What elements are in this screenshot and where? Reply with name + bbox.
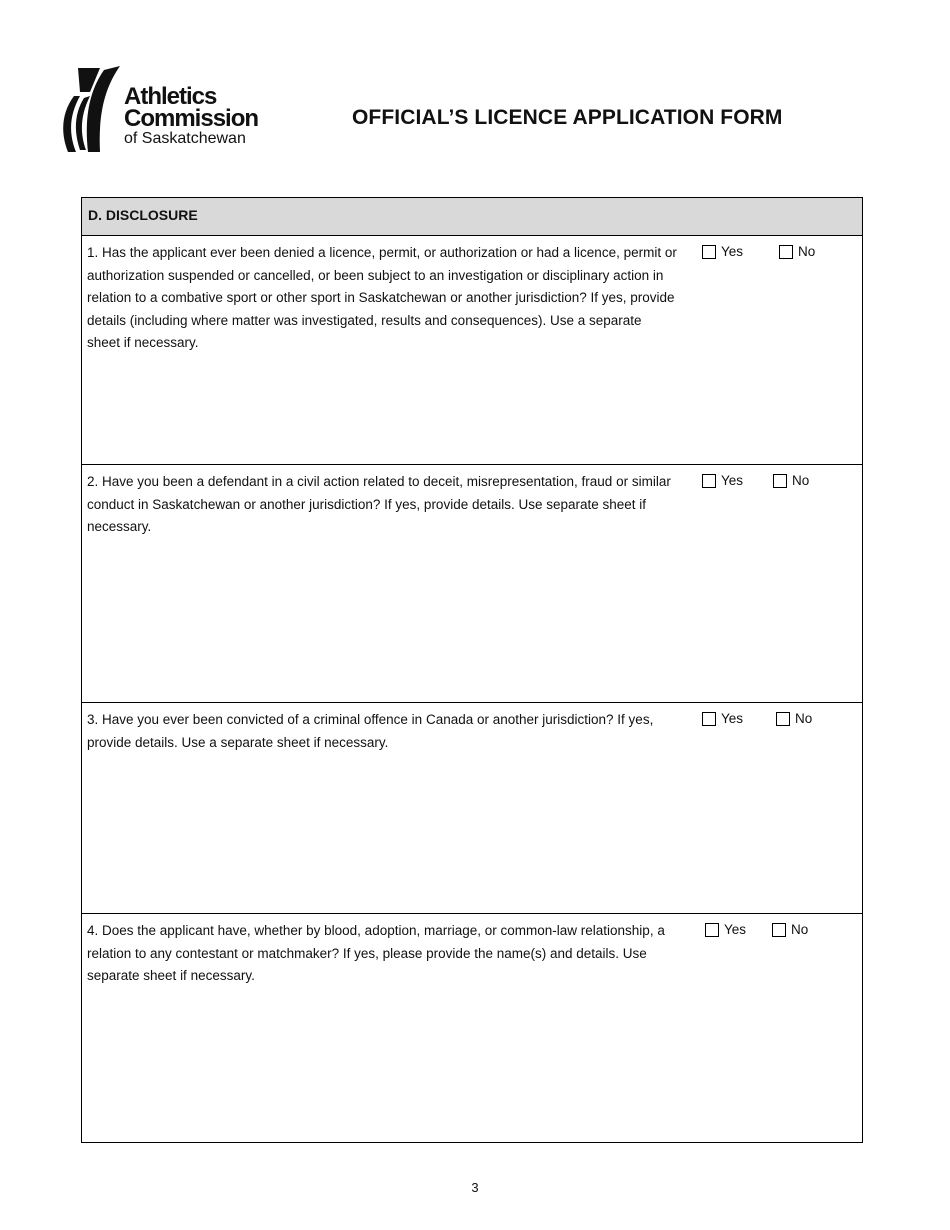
question-4: [82, 913, 862, 1142]
question-2-yes-option[interactable]: [702, 471, 743, 491]
page-number: 3: [471, 1180, 479, 1195]
question-1-yes-label: Yes: [721, 244, 744, 259]
question-1-no-label: No: [798, 244, 816, 259]
question-3-yes-option[interactable]: [702, 709, 743, 729]
question-4-yes-label: Yes: [724, 922, 747, 937]
question-2-yes-label: Yes: [721, 473, 744, 488]
question-1-yes-option[interactable]: [702, 242, 743, 262]
question-1-text: 1. Has the applicant ever been denied a licence, permit, or authorization or had a licence, permit or authorization suspended or cancelled, or been subject to an investigation or disciplinary action in relation to a combative sport or other sport in Saskatchewan or another jurisdiction? If yes, provide details (including where matter was investigated, results and consequences). Use a separate sheet if necessary.: [87, 245, 677, 350]
form-title: OFFICIAL’S LICENCE APPLICATION FORM: [352, 106, 783, 129]
logo-line-athletics: Athletics: [124, 83, 217, 110]
question-3-no-option[interactable]: [776, 709, 812, 729]
question-3-no-label: No: [795, 711, 813, 726]
question-4-yes-checkbox[interactable]: [705, 923, 719, 937]
athletics-commission-logo-icon: [60, 66, 124, 156]
question-4-text: 4. Does the applicant have, whether by blood, adoption, marriage, or common-law relationship, a relation to any contestant or matchmaker? If yes, please provide the name(s) and details. Use separate sheet if necessary.: [87, 923, 665, 983]
question-3: [82, 702, 862, 913]
commission-logo: [60, 66, 270, 158]
question-3-yes-label: Yes: [721, 711, 744, 726]
question-2-yes-checkbox[interactable]: [702, 474, 716, 488]
section-heading: D. DISCLOSURE: [82, 198, 862, 236]
question-1-yes-checkbox[interactable]: [702, 245, 716, 259]
question-1-no-checkbox[interactable]: [779, 245, 793, 259]
question-2-no-checkbox[interactable]: [773, 474, 787, 488]
logo-line-saskatchewan: of Saskatchewan: [124, 130, 246, 147]
question-3-yes-checkbox[interactable]: [702, 712, 716, 726]
question-1: [82, 236, 862, 464]
question-1-no-option[interactable]: [779, 242, 815, 262]
disclosure-section: [81, 197, 863, 1143]
question-3-text: 3. Have you ever been convicted of a criminal offence in Canada or another jurisdiction? If yes, provide details. Use a separate sheet if necessary.: [87, 712, 654, 750]
question-4-no-option[interactable]: [772, 920, 808, 940]
question-4-yes-option[interactable]: [705, 920, 746, 940]
logo-line-commission: Commission: [124, 105, 259, 132]
logo-wordmark: [124, 83, 259, 148]
question-4-no-label: No: [791, 922, 809, 937]
question-2-text: 2. Have you been a defendant in a civil action related to deceit, misrepresentation, fraud or similar conduct in Saskatchewan or another jurisdiction? If yes, provide details. Use separate sheet if necessary.: [87, 474, 671, 534]
question-3-no-checkbox[interactable]: [776, 712, 790, 726]
question-2-no-label: No: [792, 473, 810, 488]
question-2-no-option[interactable]: [773, 471, 809, 491]
question-2: [82, 464, 862, 702]
question-4-no-checkbox[interactable]: [772, 923, 786, 937]
